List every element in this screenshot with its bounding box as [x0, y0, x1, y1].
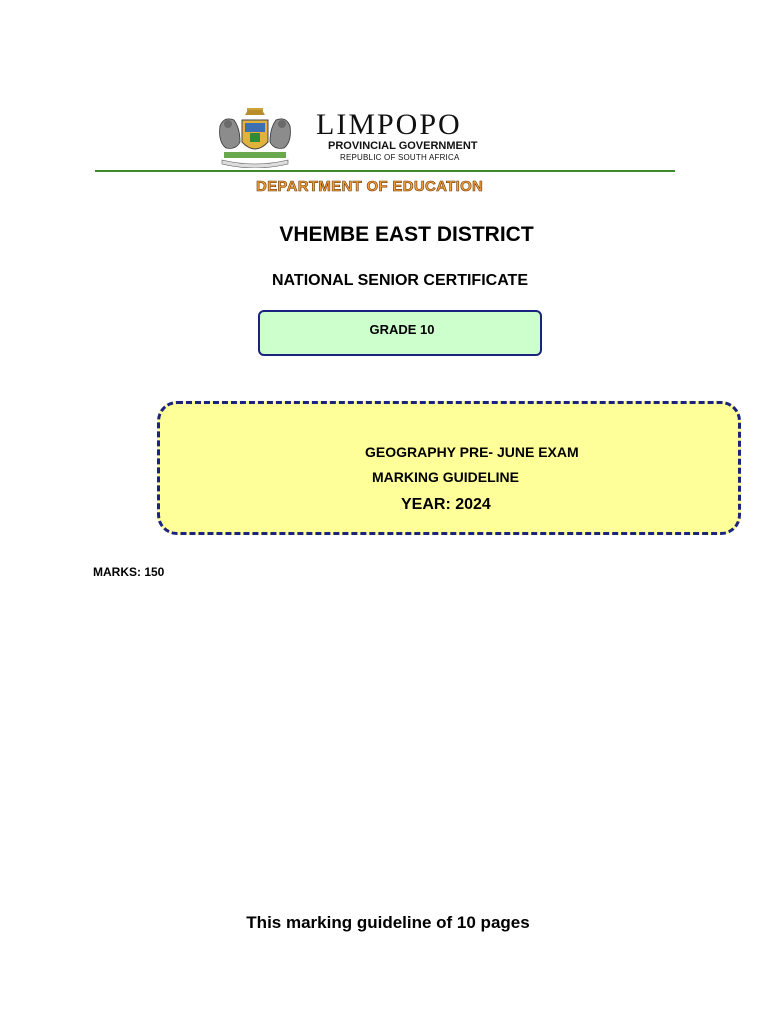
grade-box — [258, 310, 542, 356]
exam-type: MARKING GUIDELINE — [372, 469, 519, 485]
certificate-title: NATIONAL SENIOR CERTIFICATE — [272, 272, 528, 289]
grade-label: GRADE 10 — [369, 322, 435, 337]
department-title: DEPARTMENT OF EDUCATION — [256, 178, 484, 195]
exam-year: YEAR: 2024 — [401, 496, 491, 513]
exam-info-box — [157, 401, 741, 535]
marks-total: MARKS: 150 — [93, 565, 165, 579]
logo-country: REPUBLIC OF SOUTH AFRICA — [340, 153, 460, 162]
coat-of-arms-icon — [214, 106, 296, 168]
exam-subject: GEOGRAPHY PRE- JUNE EXAM — [365, 444, 579, 460]
district-title: VHEMBE EAST DISTRICT — [279, 223, 534, 246]
page-count-note: This marking guideline of 10 pages — [246, 913, 530, 932]
logo-wordmark — [316, 108, 516, 164]
logo-name: LIMPOPO — [316, 108, 462, 141]
header-divider — [95, 170, 675, 172]
logo-subtitle: PROVINCIAL GOVERNMENT — [328, 140, 478, 152]
